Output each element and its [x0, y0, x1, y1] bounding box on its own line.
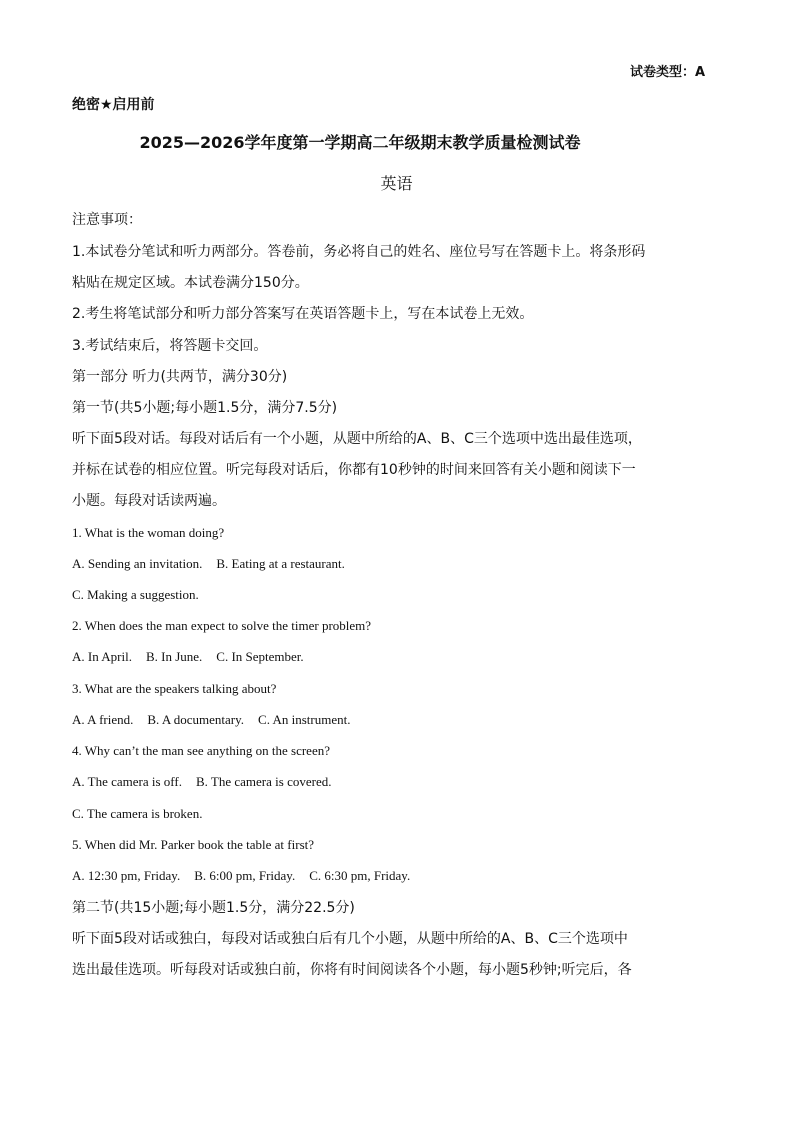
exam-title: 2025—2026学年度第一学期高二年级期末教学质量检测试卷	[139, 133, 581, 152]
question-1-stem: 1. What is the woman doing?	[72, 525, 225, 540]
question-4-option-a: A. The camera is off.	[72, 774, 182, 789]
note-item-2: 2.考生将笔试部分和听力部分答案写在英语答题卡上，写在本试卷上无效。	[72, 306, 534, 322]
section1-instruction-line-1: 听下面5段对话。每段对话后有一个小题，从题中所给的A、B、C三个选项中选出最佳选项，	[72, 431, 642, 447]
question-4-option-b: B. The camera is covered.	[195, 774, 332, 789]
question-4-options	[72, 773, 331, 791]
section2-heading: 第二节(共15小题;每小题1.5分，满分22.5分)	[72, 900, 355, 916]
part1-heading: 第一部分 听力(共两节，满分30分)	[72, 369, 288, 385]
question-4-option-c: C. The camera is broken.	[72, 806, 203, 821]
question-3-stem: 3. What are the speakers talking about?	[72, 681, 277, 696]
question-3-options	[72, 711, 351, 729]
section1-instruction-line-3: 小题。每段对话读两遍。	[72, 493, 226, 509]
section2-instruction-line-1: 听下面5段对话或独白，每段对话或独白后有几个小题，从题中所给的A、B、C三个选项中	[72, 931, 628, 947]
question-5-option-b: B. 6:00 pm, Friday.	[194, 868, 296, 883]
question-1-options	[72, 555, 345, 573]
question-2-stem: 2. When does the man expect to solve the timer problem?	[72, 618, 372, 633]
section2-instruction-line-2: 选出最佳选项。听每段对话或独白前，你将有时间阅读各个小题，每小题5秒钟;听完后，各	[72, 962, 632, 978]
note-item-1-line-2: 粘贴在规定区域。本试卷满分150分。	[72, 275, 309, 291]
question-2-options	[72, 648, 304, 666]
question-1-option-c: C. Making a suggestion.	[72, 587, 199, 602]
question-4-stem: 4. Why can’t the man see anything on the screen?	[72, 743, 330, 758]
section1-instruction-line-2: 并标在试卷的相应位置。听完每段对话后，你都有10秒钟的时间来回答有关小题和阅读下一	[72, 462, 636, 478]
subject-title: 英语	[380, 174, 413, 193]
question-2-option-a: A. In April.	[72, 649, 132, 664]
paper-type-label: 试卷类型：A	[630, 65, 706, 80]
notes-heading: 注意事项：	[72, 212, 142, 228]
question-5-options	[72, 867, 410, 885]
question-1-option-a: A. Sending an invitation.	[72, 556, 203, 571]
question-1-option-b: B. Eating at a restaurant.	[216, 556, 345, 571]
question-5-option-c: C. 6:30 pm, Friday.	[309, 868, 411, 883]
question-5-stem: 5. When did Mr. Parker book the table at first?	[72, 837, 315, 852]
question-3-option-a: A. A friend.	[72, 712, 134, 727]
section1-heading: 第一节(共5小题;每小题1.5分，满分7.5分)	[72, 400, 338, 416]
question-2-option-c: C. In September.	[216, 649, 304, 664]
question-5-option-a: A. 12:30 pm, Friday.	[72, 868, 181, 883]
note-item-1-line-1: 1.本试卷分笔试和听力两部分。答卷前，务必将自己的姓名、座位号写在答题卡上。将条形码	[72, 244, 646, 260]
note-item-3: 3.考试结束后，将答题卡交回。	[72, 338, 268, 354]
question-2-option-b: B. In June.	[145, 649, 203, 664]
confidential-mark: 绝密★启用前	[72, 97, 155, 113]
question-3-option-c: C. An instrument.	[258, 712, 351, 727]
question-3-option-b: B. A documentary.	[147, 712, 245, 727]
